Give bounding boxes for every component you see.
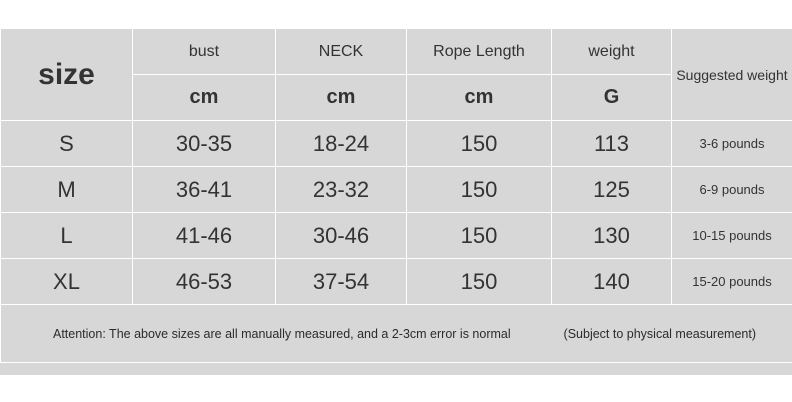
cell-size: L <box>1 213 133 259</box>
table-row <box>1 167 792 213</box>
cell-suggested-weight: 6-9 pounds <box>672 167 792 213</box>
size-chart-table-container <box>0 28 792 375</box>
header-bust-unit: cm <box>133 75 276 121</box>
header-weight-unit: G <box>552 75 672 121</box>
header-neck-unit: cm <box>276 75 407 121</box>
cell-neck: 23-32 <box>276 167 407 213</box>
cell-weight: 140 <box>552 259 672 305</box>
cell-bust: 30-35 <box>133 121 276 167</box>
footer-subject-note: (Subject to physical measurement) <box>563 326 756 341</box>
size-chart-table <box>0 28 792 363</box>
cell-neck: 18-24 <box>276 121 407 167</box>
cell-rope-length: 150 <box>407 259 552 305</box>
header-weight-label: weight <box>552 29 672 75</box>
table-row <box>1 213 792 259</box>
table-row <box>1 121 792 167</box>
cell-size: S <box>1 121 133 167</box>
cell-suggested-weight: 10-15 pounds <box>672 213 792 259</box>
footer-attention-note: Attention: The above sizes are all manually measured, and a 2-3cm error is normal <box>53 326 511 341</box>
header-size: size <box>1 29 133 121</box>
footer-cell <box>1 305 792 363</box>
cell-suggested-weight: 15-20 pounds <box>672 259 792 305</box>
header-neck-label: NECK <box>276 29 407 75</box>
cell-rope-length: 150 <box>407 213 552 259</box>
table-header-row-labels <box>1 29 792 75</box>
cell-bust: 36-41 <box>133 167 276 213</box>
header-rope-length-label: Rope Length <box>407 29 552 75</box>
cell-size: XL <box>1 259 133 305</box>
cell-bust: 41-46 <box>133 213 276 259</box>
header-rope-length-unit: cm <box>407 75 552 121</box>
table-row <box>1 259 792 305</box>
cell-suggested-weight: 3-6 pounds <box>672 121 792 167</box>
cell-weight: 125 <box>552 167 672 213</box>
cell-size: M <box>1 167 133 213</box>
header-suggested-weight: Suggested weight <box>672 29 792 121</box>
cell-neck: 30-46 <box>276 213 407 259</box>
cell-bust: 46-53 <box>133 259 276 305</box>
cell-rope-length: 150 <box>407 167 552 213</box>
cell-weight: 130 <box>552 213 672 259</box>
cell-rope-length: 150 <box>407 121 552 167</box>
header-bust-label: bust <box>133 29 276 75</box>
table-footer-row <box>1 305 792 363</box>
cell-neck: 37-54 <box>276 259 407 305</box>
cell-weight: 113 <box>552 121 672 167</box>
